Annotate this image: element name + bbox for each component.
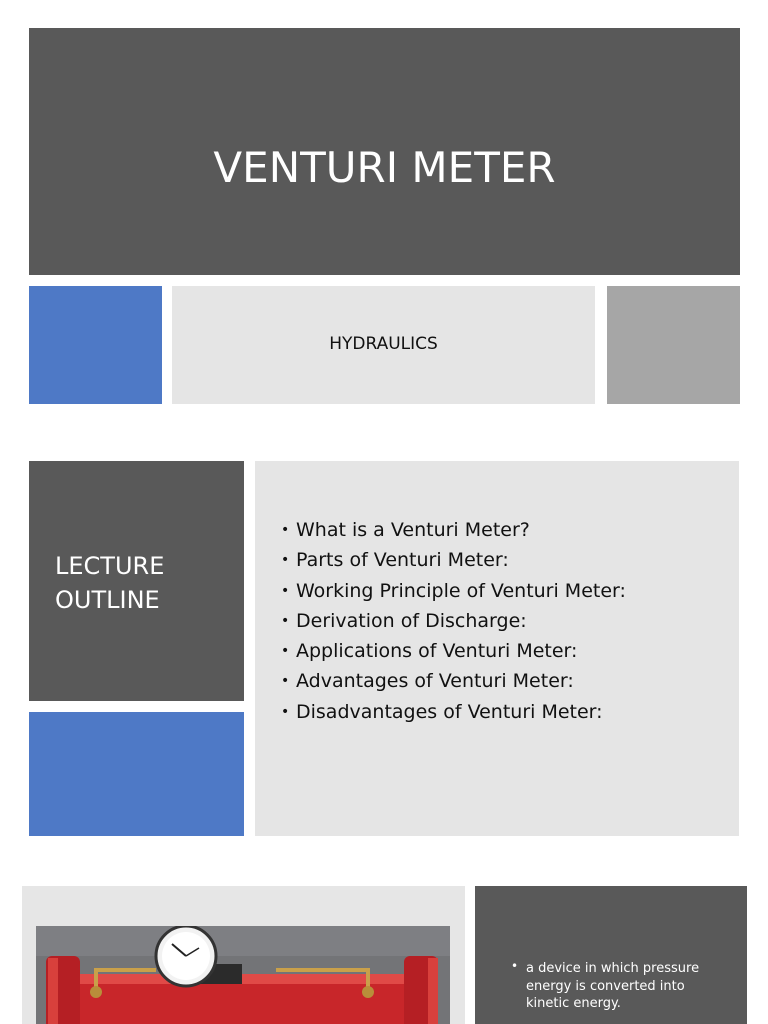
description-panel xyxy=(475,886,747,1024)
accent-block-blue xyxy=(29,712,244,836)
list-item xyxy=(281,697,626,727)
list-item xyxy=(281,515,626,545)
accent-square-gray xyxy=(607,286,740,404)
bullet-icon: • xyxy=(281,552,290,569)
list-item-text: Disadvantages of Venturi Meter: xyxy=(296,700,603,723)
list-item xyxy=(281,606,626,636)
list-item-text: Parts of Venturi Meter: xyxy=(296,549,509,572)
outline-heading-line-1: LECTURE xyxy=(55,552,165,580)
list-item-text: Applications of Venturi Meter: xyxy=(296,640,578,663)
bullet-icon: • xyxy=(281,643,290,660)
list-item-text: a device in which pressure energy is converted into kinetic energy. xyxy=(526,961,700,1011)
slide-subtitle: HYDRAULICS xyxy=(329,334,438,354)
bullet-icon: • xyxy=(511,959,519,973)
photo-panel xyxy=(22,886,465,1024)
list-item xyxy=(511,960,721,1013)
accent-square-blue xyxy=(29,286,162,404)
bullet-icon: • xyxy=(281,522,290,538)
title-panel xyxy=(29,28,740,275)
list-item xyxy=(281,666,626,696)
outline-heading xyxy=(55,549,164,617)
venturi-meter-illustration xyxy=(36,926,450,1024)
list-item-text: Derivation of Discharge: xyxy=(296,609,527,632)
subtitle-panel xyxy=(172,286,595,404)
outline-heading-panel xyxy=(29,461,244,701)
outline-list-panel xyxy=(255,461,739,836)
outline-heading-line-2: OUTLINE xyxy=(55,586,160,614)
venturi-meter-photo xyxy=(36,926,450,1024)
bullet-icon: • xyxy=(281,703,290,720)
list-item-text: What is a Venturi Meter? xyxy=(296,519,530,541)
list-item xyxy=(281,545,626,575)
bullet-icon: • xyxy=(281,673,290,690)
description-list xyxy=(511,960,721,1013)
list-item-text: Advantages of Venturi Meter: xyxy=(296,670,574,693)
bullet-icon: • xyxy=(281,582,290,599)
list-item-text: Working Principle of Venturi Meter: xyxy=(296,579,626,602)
slide-title: VENTURI METER xyxy=(213,143,556,192)
list-item xyxy=(281,576,626,606)
outline-list xyxy=(281,515,626,727)
bullet-icon: • xyxy=(281,612,290,629)
list-item xyxy=(281,636,626,666)
